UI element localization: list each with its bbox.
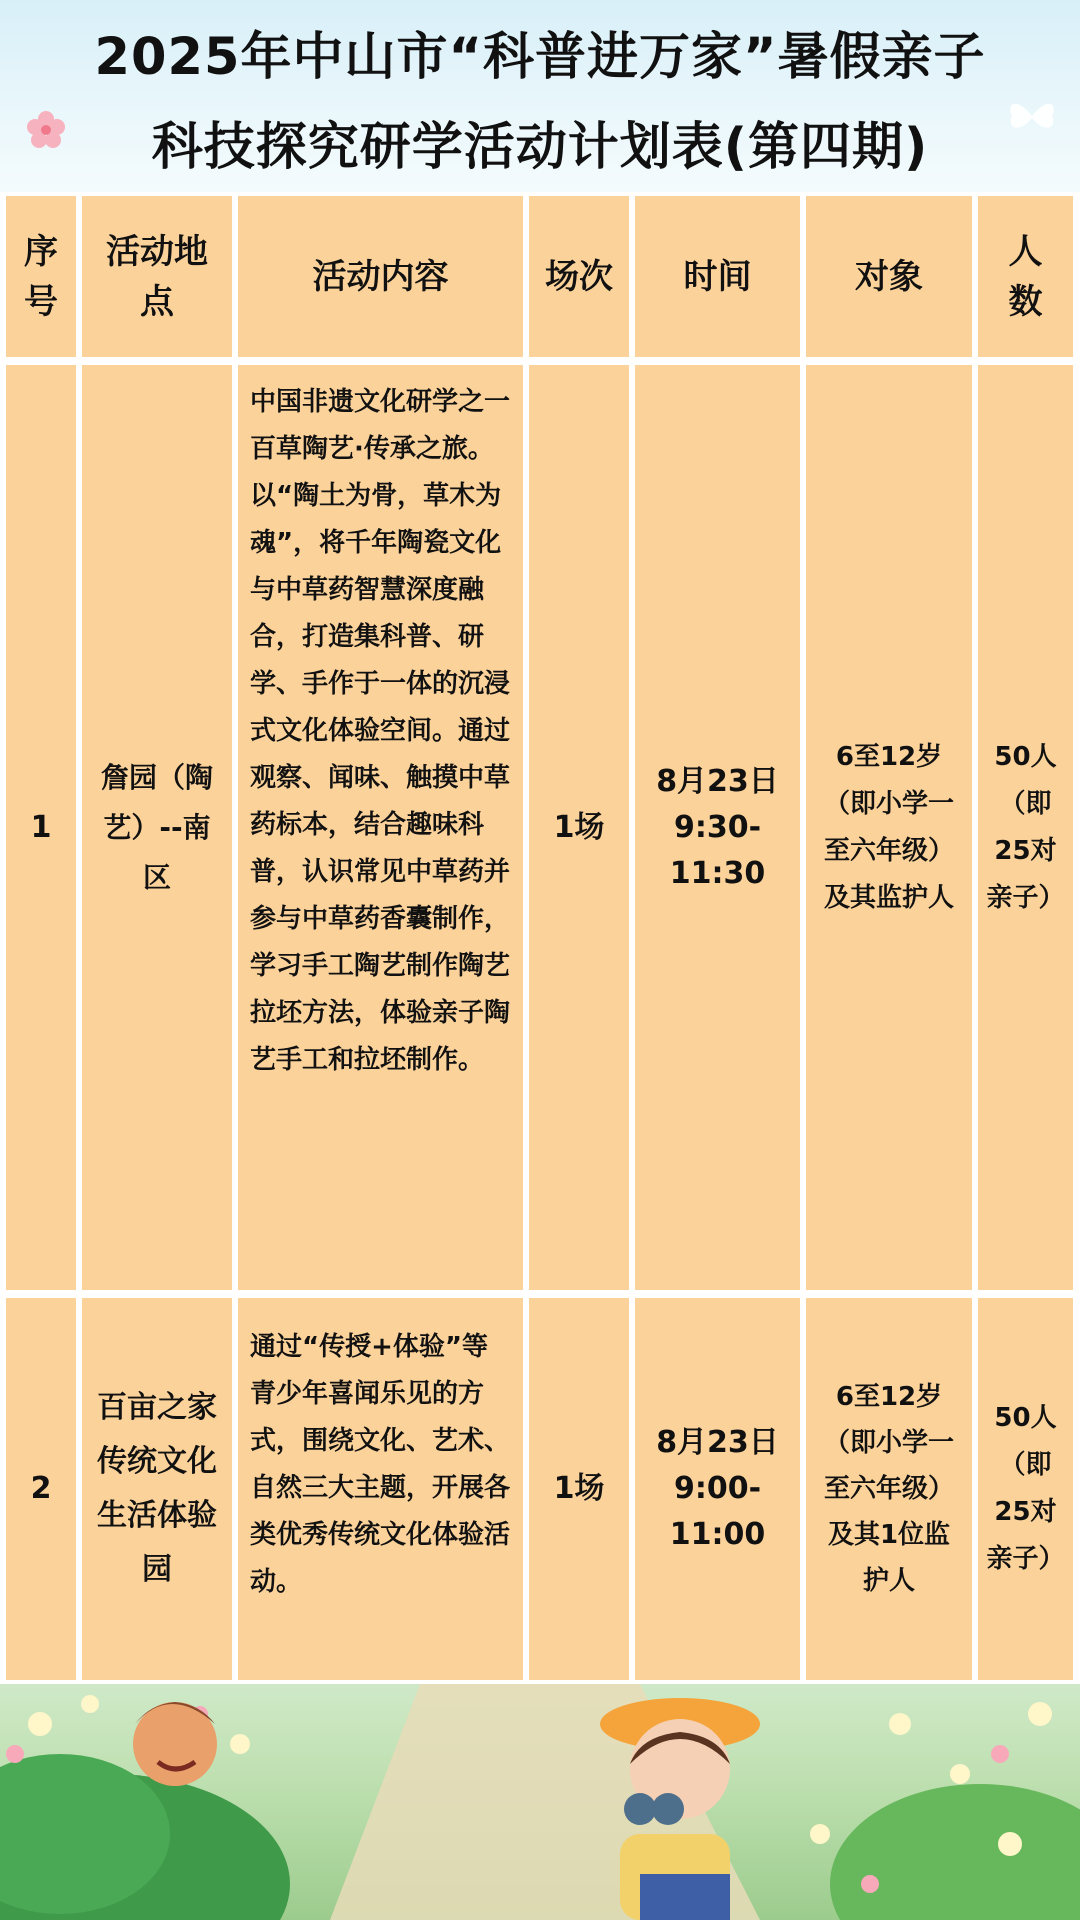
row2-location-text: 百亩之家传统文化生活体验园: [97, 1390, 217, 1587]
flower-icon: [26, 110, 66, 150]
activity-table: [0, 192, 1080, 1684]
header-location: [82, 196, 232, 357]
header-time: [635, 196, 800, 357]
row1-location: [82, 365, 232, 1290]
page-title-line2: 科技探究研学活动计划表(第四期): [151, 118, 929, 177]
butterfly-icon: [1006, 94, 1058, 138]
row2-content-text: 通过“传授+体验”等青少年喜闻乐见的方式，围绕文化、艺术、自然三大主题，开展各类优秀传统文化体验活动。: [250, 1332, 511, 1597]
bottom-illustration: [0, 1684, 1080, 1920]
row2-sessions: [529, 1298, 629, 1680]
row1-count: [978, 365, 1073, 1290]
title-banner: [0, 0, 1080, 192]
header-count: [978, 196, 1073, 357]
header-audience-text: 对象: [855, 256, 923, 297]
header-audience: [806, 196, 972, 357]
page-title-line1: 2025年中山市“科普进万家”暑假亲子: [94, 28, 986, 87]
row1-time: [635, 365, 800, 1290]
header-time-text: 时间: [683, 256, 752, 297]
header-sessions-text: 场次: [545, 256, 613, 297]
row2-no: [6, 1298, 76, 1680]
row1-audience-text: 6至12岁（即小学一至六年级）及其监护人: [823, 741, 954, 913]
header-sessions: [529, 196, 629, 357]
row1-time-text: 8月23日9:30-11:30: [656, 763, 779, 891]
header-content: [238, 196, 523, 357]
row1-no-text: 1: [30, 809, 52, 845]
row1-sessions: [529, 365, 629, 1290]
header-no: [6, 196, 76, 357]
boy-illustration: [133, 1702, 217, 1786]
row1-content: [238, 365, 523, 1290]
row2-time: [635, 1298, 800, 1680]
row2-time-text: 8月23日9:00-11:00: [656, 1425, 779, 1552]
row2-sessions-text: 1场: [553, 1471, 605, 1506]
row2-content: [238, 1298, 523, 1680]
row2-count: [978, 1298, 1073, 1680]
header-no-text: 序号: [24, 231, 58, 322]
row2-location: [82, 1298, 232, 1680]
header-content-text: 活动内容: [312, 256, 449, 297]
row1-location-text: 詹园（陶艺）--南区: [100, 760, 213, 894]
row2-audience: [806, 1298, 972, 1680]
row1-content-text: 中国非遗文化研学之一百草陶艺·传承之旅。以“陶土为骨，草木为魂”，将千年陶瓷文化与中草药智慧深度融合，打造集科普、研学、手作于一体的沉浸式文化体验空间。通过观察、闻味、触摸中草药标本，结合趣味科普，认识常见中草药并参与中草药香囊制作，学习手工陶艺制作陶艺拉坯方法，体验亲子陶艺手工和拉坯制作。: [250, 387, 511, 1075]
row1-audience: [806, 365, 972, 1290]
garden-scene: [0, 1684, 1080, 1920]
header-location-text: 活动地点: [106, 231, 208, 322]
row2-no-text: 2: [30, 1471, 52, 1506]
row2-audience-text: 6至12岁（即小学一至六年级）及其1位监护人: [823, 1382, 954, 1596]
row1-no: [6, 365, 76, 1290]
row2-count-text: 50人（即25对亲子）: [986, 1403, 1065, 1574]
header-count-text: 人数: [1008, 231, 1043, 322]
row1-count-text: 50人（即25对亲子）: [986, 741, 1065, 913]
row1-sessions-text: 1场: [553, 809, 605, 845]
